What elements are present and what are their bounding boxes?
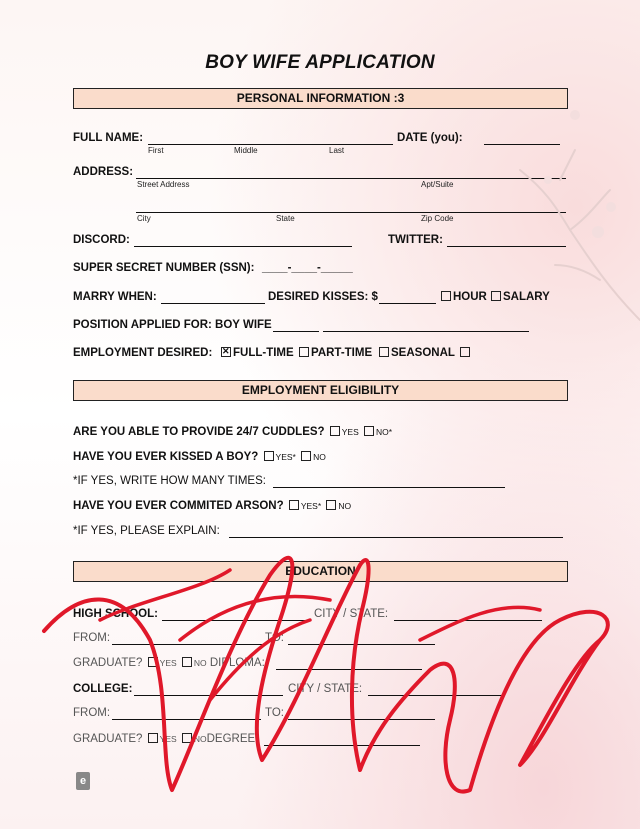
college-graduate-row: GRADUATE? YES NODEGREE: — [73, 733, 259, 745]
last-sublabel: Last — [329, 146, 345, 155]
hour-option[interactable]: HOUR — [439, 291, 487, 303]
salary-checkbox[interactable] — [491, 291, 501, 301]
hs-to-field[interactable] — [288, 644, 435, 645]
arson-yes-checkbox[interactable] — [289, 500, 299, 510]
explain-label: *IF YES, PLEASE EXPLAIN: — [73, 525, 220, 537]
section-employment-eligibility: EMPLOYMENT ELIGIBILITY — [73, 380, 568, 401]
seasonal-extra-checkbox[interactable] — [460, 347, 470, 357]
college-label: COLLEGE: — [73, 683, 133, 695]
hs-to-label: TO: — [265, 632, 284, 644]
apt-sublabel: Apt/Suite — [421, 180, 454, 189]
marry-when-field[interactable] — [161, 303, 265, 304]
desired-kisses-field[interactable] — [379, 303, 436, 304]
date-label: DATE (you): — [397, 132, 463, 144]
hs-from-field[interactable] — [112, 644, 262, 645]
full-time-checkbox-checked[interactable] — [221, 347, 231, 357]
employment-desired-label: EMPLOYMENT DESIRED: — [73, 347, 213, 359]
position-label: POSITION APPLIED FOR: BOY WIFE — [73, 319, 272, 331]
date-field[interactable] — [484, 144, 560, 145]
cuddles-question: ARE YOU ABLE TO PROVIDE 24/7 CUDDLES? YES NO* — [73, 426, 393, 438]
college-to-label: TO: — [265, 707, 284, 719]
college-graduate-yes-checkbox[interactable] — [148, 733, 158, 743]
address-label: ADDRESS: — [73, 166, 134, 178]
hs-graduate-no-checkbox[interactable] — [182, 657, 192, 667]
eforms-logo-icon: e — [76, 772, 90, 790]
city-state-zip-field[interactable] — [136, 212, 566, 213]
seasonal-checkbox[interactable] — [379, 347, 389, 357]
desired-kisses-label: DESIRED KISSES: $ — [268, 291, 378, 303]
high-school-field[interactable] — [162, 620, 308, 621]
discord-field[interactable] — [134, 246, 352, 247]
discord-label: DISCORD: — [73, 234, 130, 246]
college-city-state-label: CITY / STATE: — [288, 683, 363, 695]
twitter-field[interactable] — [447, 246, 566, 247]
explain-field[interactable] — [229, 537, 563, 538]
position-field-b[interactable] — [323, 331, 529, 332]
hs-graduate-yes-checkbox[interactable] — [148, 657, 158, 667]
full-name-label: FULL NAME: — [73, 132, 144, 144]
how-many-field[interactable] — [273, 487, 505, 488]
ssn-label: SUPER SECRET NUMBER (SSN): — [73, 262, 255, 274]
middle-sublabel: Middle — [234, 146, 258, 155]
hs-city-state-field[interactable] — [394, 620, 542, 621]
college-field[interactable] — [134, 695, 283, 696]
salary-option[interactable]: SALARY — [489, 291, 550, 303]
how-many-label: *IF YES, WRITE HOW MANY TIMES: — [73, 475, 266, 487]
street-field[interactable] — [136, 178, 566, 179]
arson-question: HAVE YOU EVER COMMITED ARSON? YES* NO — [73, 500, 352, 512]
part-time-checkbox[interactable] — [299, 347, 309, 357]
kissed-question: HAVE YOU EVER KISSED A BOY? YES* NO — [73, 451, 326, 463]
section-education: EDUCATION — [73, 561, 568, 582]
college-to-field[interactable] — [288, 719, 435, 720]
zip-sublabel: Zip Code — [421, 214, 454, 223]
kissed-yes-checkbox[interactable] — [264, 451, 274, 461]
hs-from-label: FROM: — [73, 632, 111, 644]
college-degree-field[interactable] — [264, 745, 420, 746]
hs-city-state-label: CITY / STATE: — [314, 608, 389, 620]
marry-when-label: MARRY WHEN: — [73, 291, 157, 303]
part-time-option[interactable]: PART-TIME — [297, 347, 372, 359]
street-sublabel: Street Address — [137, 180, 190, 189]
seasonal-option[interactable]: SEASONAL — [377, 347, 472, 359]
college-from-field[interactable] — [112, 719, 261, 720]
full-time-option[interactable]: ✕ FULL-TIME — [219, 347, 294, 359]
full-name-field[interactable] — [148, 144, 393, 145]
ssn-field[interactable]: ____-____-_____ — [262, 262, 353, 274]
high-school-label: HIGH SCHOOL: — [73, 608, 158, 620]
state-sublabel: State — [276, 214, 295, 223]
twitter-label: TWITTER: — [388, 234, 443, 246]
cuddles-no-checkbox[interactable] — [364, 426, 374, 436]
college-graduate-no-checkbox[interactable] — [182, 733, 192, 743]
hs-diploma-field[interactable] — [276, 669, 422, 670]
college-from-label: FROM: — [73, 707, 111, 719]
cuddles-yes-checkbox[interactable] — [330, 426, 340, 436]
city-sublabel: City — [137, 214, 151, 223]
position-field-a[interactable] — [273, 331, 319, 332]
kissed-no-checkbox[interactable] — [301, 451, 311, 461]
hs-graduate-row: GRADUATE? YES NO DIPLOMA: — [73, 657, 265, 669]
form-title: BOY WIFE APPLICATION — [205, 52, 435, 73]
arson-no-checkbox[interactable] — [326, 500, 336, 510]
hour-checkbox[interactable] — [441, 291, 451, 301]
first-sublabel: First — [148, 146, 164, 155]
college-city-state-field[interactable] — [368, 695, 503, 696]
section-personal-information: PERSONAL INFORMATION :3 — [73, 88, 568, 109]
